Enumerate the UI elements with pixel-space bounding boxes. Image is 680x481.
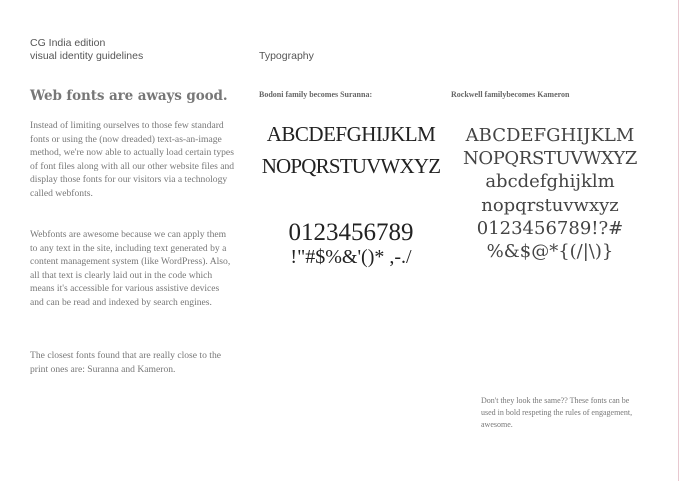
- page-edge-line: [678, 0, 679, 481]
- document-header: [30, 37, 143, 63]
- paragraph-webfonts-benefits: Webfonts are awesome because we can apply them to any text in the site, including text generated by a content management system (like WordPress). Also, all that text is clearly laid out in the code which means it's accessible for various assistive devices and can be read and indexed by search engines.: [30, 229, 231, 308]
- paragraph-closest-fonts: The closest fonts found that are really close to the print ones are: Suranna and Kameron.: [30, 350, 222, 375]
- header-edition: CG India edition: [30, 37, 106, 49]
- header-subtitle: visual identity guidelines: [30, 50, 144, 62]
- bodoni-symbols: !"#$%&'()* ,-./: [290, 246, 412, 268]
- kameron-lowercase-2: nopqrstuvwxyz: [481, 195, 619, 216]
- bodoni-uppercase-1: ABCDEFGHIJKLM: [266, 122, 436, 146]
- comparison-note: Don't they look the same?? These fonts can be used in bold respeting the rules of engagement, awesome.: [481, 396, 633, 429]
- kameron-digits: 0123456789!?#: [476, 218, 624, 239]
- kameron-uppercase-2: NOPQRSTUVWXYZ: [463, 148, 637, 169]
- bodoni-caption: Bodoni family becomes Suranna:: [259, 90, 373, 99]
- rockwell-caption: Rockwell familybecomes Kameron: [451, 90, 570, 99]
- kameron-lowercase-1: abcdefghijklm: [485, 171, 615, 192]
- kameron-symbols: %&$@*{(/|\)}: [486, 241, 614, 262]
- bodoni-digits: 0123456789: [288, 219, 414, 246]
- kameron-uppercase-1: ABCDEFGHIJKLM: [465, 125, 635, 146]
- section-title: Typography: [259, 50, 314, 62]
- paragraph-webfonts-intro: Instead of limiting ourselves to those few standard fonts or using the (now dreaded) text-as-an-image method, we're now able to actually load certain types of font files along with all our other website files and display those fonts for our visitors via a technology called webfonts.: [30, 120, 235, 199]
- headline: Web fonts are aways good.: [30, 88, 228, 104]
- bodoni-uppercase-2: NOPQRSTUVWXYZ: [261, 154, 441, 178]
